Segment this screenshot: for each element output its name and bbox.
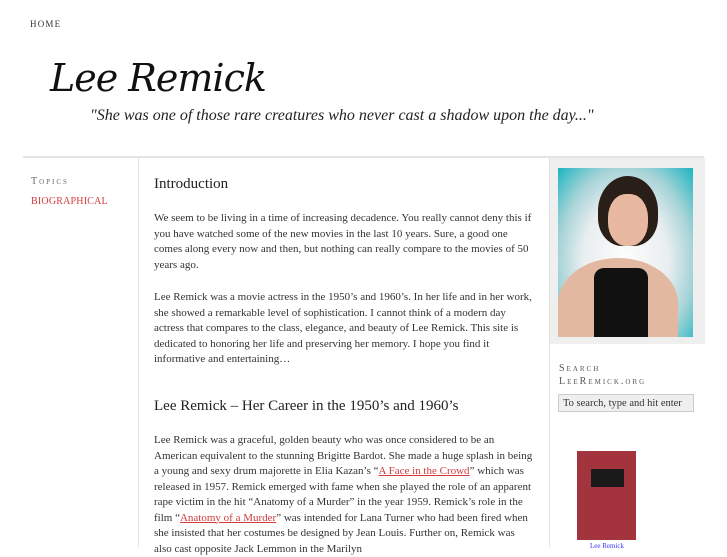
career-text-2: ” which was released in 1957. Remick emerged with fame when she played the role of an apparent rape victim in the hit “Anatomy of a Murder” in the year 1959. Remick’s role in the film “ xyxy=(154,465,532,524)
book-cover-image[interactable] xyxy=(577,451,636,540)
search-heading-line2: LeeRemick.org xyxy=(559,376,647,387)
content-wrapper xyxy=(23,156,704,555)
career-text-3: ” was intended for Lana Turner who had been fired when she insisted that her costumes be designed by Jean Louis. Further on, Remick was also cast opposite Jack Lemmon in the Marilyn xyxy=(154,511,528,555)
link-anatomy-of-a-murder[interactable]: Anatomy of a Murder xyxy=(179,511,277,524)
site-title[interactable]: Lee Remick xyxy=(50,56,266,100)
search-heading xyxy=(559,362,646,388)
career-text-1: Lee Remick was a graceful, golden beauty who was once considered to be an American equivalent to the stunning Brigitte Bardot. She made a huge splash in being a young and sexy drum majorette in Elia Kazan’s “ xyxy=(154,434,533,477)
photo-box xyxy=(550,158,705,344)
search-input[interactable] xyxy=(558,394,694,412)
search-heading-line1: Search xyxy=(559,363,601,374)
nav-home-link[interactable]: HOME xyxy=(30,19,62,29)
section-heading-career: Lee Remick – Her Career in the 1950’s and 1960’s xyxy=(154,398,459,414)
link-a-face-in-the-crowd[interactable]: A Face in the Crowd xyxy=(378,465,470,477)
top-nav xyxy=(30,19,61,29)
lee-remick-photo[interactable] xyxy=(558,168,693,337)
topic-biographical-link[interactable]: BIOGRAPHICAL xyxy=(31,196,108,207)
intro-paragraph-1: We seem to be living in a time of increasing decadence. You really cannot deny this if you have watched some of the new movies in the last 10 years. Sure, a good one comes along every now and then, but nothing can really compare to the movies of 50 years ago. xyxy=(154,212,532,271)
intro-paragraph-2: Lee Remick was a movie actress in the 1950’s and 1960’s. In her life and in her work, she showed a remarkable level of sophistication. I cannot think of a modern day actress that compares to the class, elegance, and beauty of Lee Remick. This site is dedicated to honoring her life and preserving her memory. I hope you find it informative and entertaining… xyxy=(154,291,532,365)
book-caption-link[interactable]: Lee Remick xyxy=(590,542,625,550)
topics-heading: Topics xyxy=(31,176,69,187)
left-sidebar xyxy=(23,158,139,547)
career-paragraph xyxy=(154,433,534,557)
site-tagline: "She was one of those rare creatures who never cast a shadow upon the day..." xyxy=(90,107,594,124)
right-sidebar xyxy=(549,158,705,550)
section-heading-introduction: Introduction xyxy=(154,176,229,192)
